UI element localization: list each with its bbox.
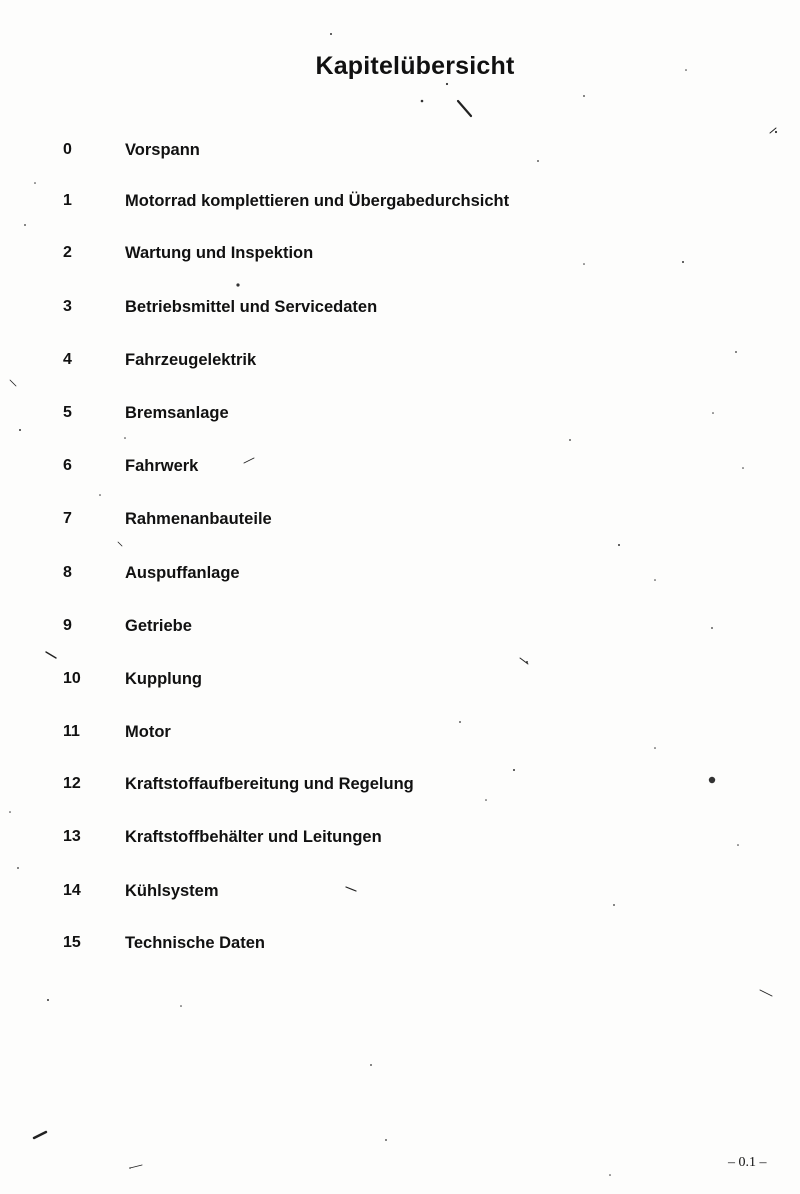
chapter-number: 3 bbox=[63, 298, 72, 315]
page-title: Kapitelübersicht bbox=[315, 52, 515, 80]
chapter-number: 4 bbox=[63, 351, 72, 368]
chapter-title: Betriebsmittel und Servicedaten bbox=[125, 298, 378, 316]
chapter-title: Fahrzeugelektrik bbox=[125, 351, 257, 369]
chapter-row bbox=[0, 666, 800, 692]
chapter-number: 11 bbox=[63, 723, 80, 740]
chapter-title: Fahrwerk bbox=[125, 457, 199, 475]
chapter-number: 6 bbox=[63, 457, 72, 474]
chapter-title: Kraftstoffbehälter und Leitungen bbox=[125, 828, 382, 846]
chapter-number: 10 bbox=[63, 670, 81, 687]
chapter-title: Kupplung bbox=[125, 670, 202, 688]
chapter-title: Rahmenanbauteile bbox=[125, 510, 272, 528]
chapter-row bbox=[0, 400, 800, 426]
chapter-title: Vorspann bbox=[125, 141, 200, 159]
chapter-number: 7 bbox=[63, 510, 72, 527]
chapter-row bbox=[0, 347, 800, 373]
chapter-title: Bremsanlage bbox=[125, 404, 229, 422]
chapter-title: Kraftstoffaufbereitung und Regelung bbox=[125, 775, 414, 793]
chapter-title: Motorrad komplettieren und Übergabedurchsicht bbox=[125, 192, 510, 210]
chapter-row bbox=[0, 240, 800, 266]
chapter-row bbox=[0, 506, 800, 532]
chapter-number: 12 bbox=[63, 775, 81, 792]
chapter-number: 8 bbox=[63, 564, 72, 581]
chapter-row bbox=[0, 294, 800, 320]
chapter-number: 5 bbox=[63, 404, 72, 421]
chapter-row bbox=[0, 930, 800, 956]
chapter-number: 9 bbox=[63, 617, 72, 634]
chapter-title: Kühlsystem bbox=[125, 882, 219, 900]
chapter-row bbox=[0, 560, 800, 586]
chapter-number: 0 bbox=[63, 141, 72, 158]
chapter-row bbox=[0, 824, 800, 850]
chapter-row bbox=[0, 771, 800, 797]
chapter-number: 13 bbox=[63, 828, 81, 845]
page-number: – 0.1 – bbox=[728, 1155, 767, 1170]
chapter-title: Auspuffanlage bbox=[125, 564, 240, 582]
chapter-title: Getriebe bbox=[125, 617, 192, 635]
chapter-title: Motor bbox=[125, 723, 171, 741]
chapter-number: 2 bbox=[63, 244, 72, 261]
chapter-title: Technische Daten bbox=[125, 934, 265, 952]
chapter-number: 15 bbox=[63, 934, 81, 951]
chapter-row bbox=[0, 453, 800, 479]
chapter-row bbox=[0, 137, 800, 163]
chapter-row bbox=[0, 188, 800, 214]
chapter-number: 14 bbox=[63, 882, 81, 899]
chapter-number: 1 bbox=[63, 192, 72, 209]
chapter-title: Wartung und Inspektion bbox=[125, 244, 314, 262]
chapter-row bbox=[0, 878, 800, 904]
chapter-row bbox=[0, 719, 800, 745]
chapter-row bbox=[0, 613, 800, 639]
